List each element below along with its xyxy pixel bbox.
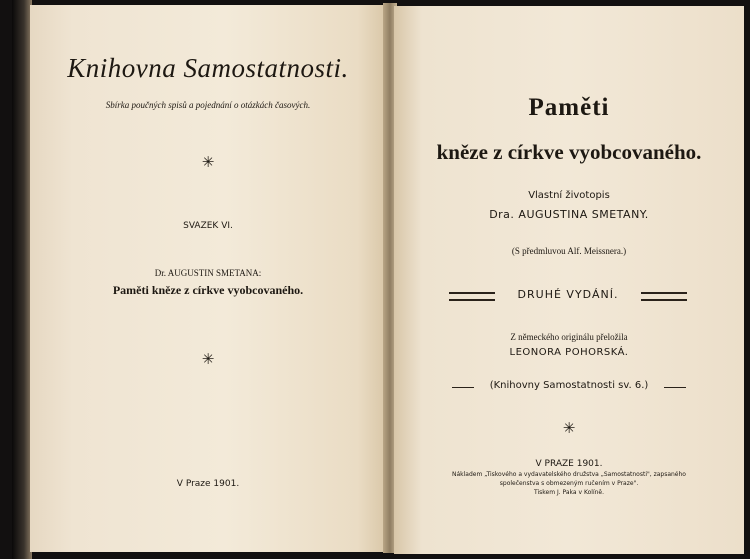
right-page [394, 6, 744, 554]
subtitle: Vlastní životopis [528, 190, 610, 201]
ornament-star-icon: ✳ [562, 419, 576, 437]
series-title: Knihovna Samostatnosti. [67, 53, 349, 83]
author-line: Dr. AUGUSTIN SMETANA: [154, 268, 262, 278]
publisher-line-1: Nákladem „Tiskového a vydavatelského družstva „Samostatnosti", zapsaného [452, 471, 686, 478]
translation-note: Z německého originálu přeložila [510, 332, 628, 342]
edition-rule-left [449, 292, 495, 301]
ornament-star-icon: ✳ [201, 153, 215, 171]
book-title: Paměti kněze z církve vyobcovaného. [112, 283, 304, 297]
edition-label: DRUHÉ VYDÁNÍ. [517, 288, 619, 301]
imprint-line: V Praze 1901. [176, 479, 240, 489]
preface-note: (S předmluvou Alf. Meissnera.) [511, 246, 627, 256]
translator-name: LEONORA POHORSKÁ. [509, 347, 629, 358]
printer-line: Tiskem J. Paka v Kolíně. [533, 489, 605, 496]
place-year: V PRAZE 1901. [535, 459, 603, 469]
series-rule-right [664, 387, 686, 388]
ornament-star-icon: ✳ [201, 350, 215, 368]
publisher-line-2: společenstva s obmezeným ručením v Praze". [499, 480, 639, 487]
series-reference: (Knihovny Samostatnosti sv. 6.) [489, 380, 649, 391]
author-name: Dra. AUGUSTINA SMETANY. [489, 208, 649, 221]
series-subtitle: Sbírka poučných spisů a pojednání o otázkách časových. [105, 100, 311, 110]
book-spine [12, 0, 32, 559]
volume-label: SVAZEK VI. [183, 221, 233, 231]
title-line-2: kněze z církve vyobcovaného. [436, 140, 702, 164]
left-page [30, 5, 386, 552]
edition-rule-right [641, 292, 687, 301]
series-rule-left [452, 387, 474, 388]
title-line-1: Paměti [528, 94, 610, 121]
